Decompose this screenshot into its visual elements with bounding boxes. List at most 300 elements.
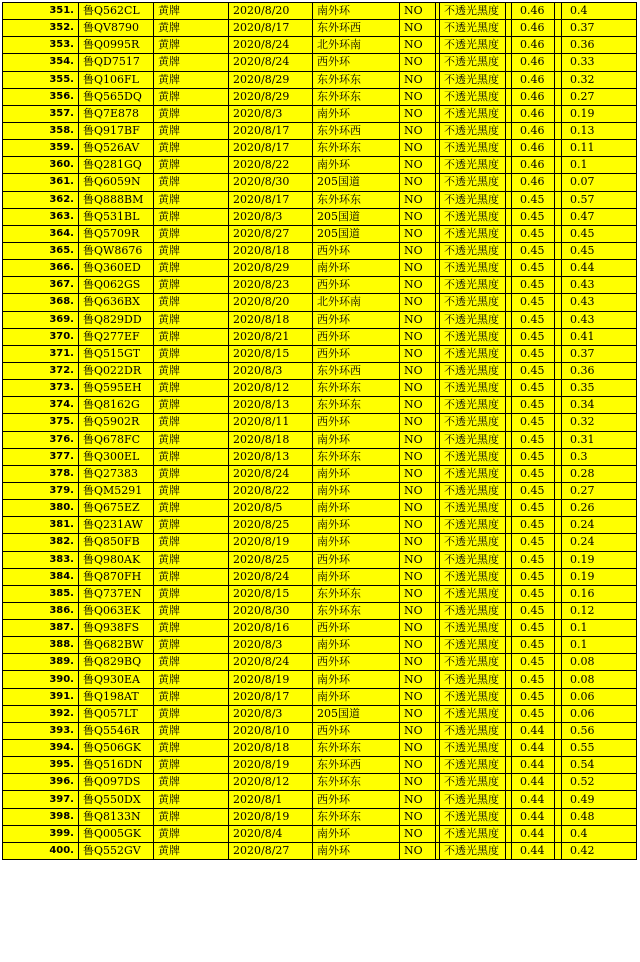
measured-value-cell: 0.55 (562, 740, 637, 757)
measured-value-cell: 0.54 (562, 757, 637, 774)
column-divider (555, 208, 562, 225)
plate-number-cell: 鲁Q097DS (79, 774, 154, 791)
limit-value-cell: 0.45 (512, 637, 555, 654)
pass-status-cell: NO (400, 414, 436, 431)
row-index-cell: 355. (3, 71, 79, 88)
test-method-cell: 不透光黑度 (440, 568, 506, 585)
plate-number-cell: 鲁Q063EK (79, 602, 154, 619)
plate-number-cell: 鲁Q850FB (79, 534, 154, 551)
table-row (3, 260, 637, 277)
pass-status-cell: NO (400, 825, 436, 842)
check-date-cell: 2020/8/4 (229, 825, 313, 842)
measured-value-cell: 0.37 (562, 20, 637, 37)
plate-color-cell: 黄牌 (154, 757, 229, 774)
row-index-cell: 381. (3, 517, 79, 534)
table-row (3, 585, 637, 602)
test-method-cell: 不透光黑度 (440, 757, 506, 774)
checkpoint-location-cell: 东外环东 (313, 71, 400, 88)
row-index-cell: 377. (3, 448, 79, 465)
test-method-cell: 不透光黑度 (440, 671, 506, 688)
limit-value-cell: 0.46 (512, 88, 555, 105)
plate-color-cell: 黄牌 (154, 808, 229, 825)
measured-value-cell: 0.1 (562, 620, 637, 637)
table-row (3, 37, 637, 54)
check-date-cell: 2020/8/19 (229, 757, 313, 774)
checkpoint-location-cell: 205国道 (313, 705, 400, 722)
pass-status-cell: NO (400, 225, 436, 242)
checkpoint-location-cell: 西外环 (313, 620, 400, 637)
plate-color-cell: 黄牌 (154, 105, 229, 122)
plate-color-cell: 黄牌 (154, 568, 229, 585)
plate-color-cell: 黄牌 (154, 345, 229, 362)
row-index-cell: 379. (3, 482, 79, 499)
plate-number-cell: 鲁Q506GK (79, 740, 154, 757)
test-method-cell: 不透光黑度 (440, 534, 506, 551)
checkpoint-location-cell: 东外环东 (313, 88, 400, 105)
measured-value-cell: 0.24 (562, 517, 637, 534)
row-index-cell: 367. (3, 277, 79, 294)
plate-number-cell: 鲁QM5291 (79, 482, 154, 499)
plate-color-cell: 黄牌 (154, 88, 229, 105)
check-date-cell: 2020/8/18 (229, 311, 313, 328)
checkpoint-location-cell: 东外环东 (313, 191, 400, 208)
check-date-cell: 2020/8/18 (229, 431, 313, 448)
test-method-cell: 不透光黑度 (440, 328, 506, 345)
test-method-cell: 不透光黑度 (440, 362, 506, 379)
plate-number-cell: 鲁Q595EH (79, 380, 154, 397)
row-index-cell: 354. (3, 54, 79, 71)
checkpoint-location-cell: 南外环 (313, 517, 400, 534)
column-divider (555, 345, 562, 362)
checkpoint-location-cell: 东外环西 (313, 20, 400, 37)
plate-number-cell: 鲁Q737EN (79, 585, 154, 602)
row-index-cell: 369. (3, 311, 79, 328)
plate-number-cell: 鲁Q675EZ (79, 500, 154, 517)
test-method-cell: 不透光黑度 (440, 225, 506, 242)
plate-color-cell: 黄牌 (154, 380, 229, 397)
column-divider (555, 842, 562, 859)
test-method-cell: 不透光黑度 (440, 37, 506, 54)
test-method-cell: 不透光黑度 (440, 465, 506, 482)
measured-value-cell: 0.37 (562, 345, 637, 362)
row-index-cell: 383. (3, 551, 79, 568)
limit-value-cell: 0.44 (512, 774, 555, 791)
plate-number-cell: 鲁Q281GQ (79, 157, 154, 174)
pass-status-cell: NO (400, 140, 436, 157)
checkpoint-location-cell: 南外环 (313, 260, 400, 277)
checkpoint-location-cell: 205国道 (313, 174, 400, 191)
pass-status-cell: NO (400, 294, 436, 311)
test-method-cell: 不透光黑度 (440, 654, 506, 671)
measured-value-cell: 0.33 (562, 54, 637, 71)
test-method-cell: 不透光黑度 (440, 277, 506, 294)
column-divider (555, 517, 562, 534)
pass-status-cell: NO (400, 500, 436, 517)
plate-color-cell: 黄牌 (154, 208, 229, 225)
plate-number-cell: 鲁QV8790 (79, 20, 154, 37)
row-index-cell: 371. (3, 345, 79, 362)
limit-value-cell: 0.45 (512, 225, 555, 242)
check-date-cell: 2020/8/24 (229, 37, 313, 54)
column-divider (555, 585, 562, 602)
table-row (3, 705, 637, 722)
plate-number-cell: 鲁Q678FC (79, 431, 154, 448)
pass-status-cell: NO (400, 260, 436, 277)
table-row (3, 757, 637, 774)
limit-value-cell: 0.46 (512, 105, 555, 122)
limit-value-cell: 0.45 (512, 585, 555, 602)
plate-number-cell: 鲁Q870FH (79, 568, 154, 585)
column-divider (555, 568, 562, 585)
plate-color-cell: 黄牌 (154, 3, 229, 20)
test-method-cell: 不透光黑度 (440, 397, 506, 414)
pass-status-cell: NO (400, 757, 436, 774)
check-date-cell: 2020/8/15 (229, 345, 313, 362)
table-row (3, 397, 637, 414)
pass-status-cell: NO (400, 362, 436, 379)
plate-color-cell: 黄牌 (154, 140, 229, 157)
limit-value-cell: 0.44 (512, 842, 555, 859)
table-row (3, 294, 637, 311)
column-divider (555, 157, 562, 174)
test-method-cell: 不透光黑度 (440, 88, 506, 105)
row-index-cell: 351. (3, 3, 79, 20)
plate-color-cell: 黄牌 (154, 191, 229, 208)
pass-status-cell: NO (400, 620, 436, 637)
limit-value-cell: 0.44 (512, 791, 555, 808)
table-row (3, 671, 637, 688)
check-date-cell: 2020/8/13 (229, 448, 313, 465)
limit-value-cell: 0.45 (512, 397, 555, 414)
checkpoint-location-cell: 南外环 (313, 568, 400, 585)
plate-number-cell: 鲁Q531BL (79, 208, 154, 225)
limit-value-cell: 0.45 (512, 620, 555, 637)
plate-number-cell: 鲁Q562CL (79, 3, 154, 20)
table-row (3, 500, 637, 517)
measured-value-cell: 0.36 (562, 37, 637, 54)
row-index-cell: 363. (3, 208, 79, 225)
plate-number-cell: 鲁Q565DQ (79, 88, 154, 105)
pass-status-cell: NO (400, 688, 436, 705)
column-divider (555, 448, 562, 465)
row-index-cell: 365. (3, 242, 79, 259)
row-index-cell: 358. (3, 122, 79, 139)
checkpoint-location-cell: 东外环东 (313, 448, 400, 465)
test-method-cell: 不透光黑度 (440, 71, 506, 88)
table-row (3, 174, 637, 191)
pass-status-cell: NO (400, 517, 436, 534)
pass-status-cell: NO (400, 654, 436, 671)
test-method-cell: 不透光黑度 (440, 54, 506, 71)
test-method-cell: 不透光黑度 (440, 311, 506, 328)
measured-value-cell: 0.43 (562, 311, 637, 328)
plate-number-cell: 鲁Q8162G (79, 397, 154, 414)
limit-value-cell: 0.44 (512, 722, 555, 739)
row-index-cell: 385. (3, 585, 79, 602)
table-row (3, 774, 637, 791)
column-divider (555, 808, 562, 825)
plate-color-cell: 黄牌 (154, 740, 229, 757)
checkpoint-location-cell: 北外环南 (313, 294, 400, 311)
test-method-cell: 不透光黑度 (440, 260, 506, 277)
plate-number-cell: 鲁Q552GV (79, 842, 154, 859)
column-divider (555, 37, 562, 54)
checkpoint-location-cell: 205国道 (313, 225, 400, 242)
plate-color-cell: 黄牌 (154, 122, 229, 139)
checkpoint-location-cell: 西外环 (313, 791, 400, 808)
table-row (3, 534, 637, 551)
pass-status-cell: NO (400, 37, 436, 54)
pass-status-cell: NO (400, 3, 436, 20)
checkpoint-location-cell: 东外环东 (313, 808, 400, 825)
emission-records-table (2, 2, 637, 860)
checkpoint-location-cell: 东外环东 (313, 397, 400, 414)
test-method-cell: 不透光黑度 (440, 157, 506, 174)
check-date-cell: 2020/8/24 (229, 654, 313, 671)
row-index-cell: 361. (3, 174, 79, 191)
checkpoint-location-cell: 东外环东 (313, 602, 400, 619)
checkpoint-location-cell: 南外环 (313, 3, 400, 20)
pass-status-cell: NO (400, 448, 436, 465)
column-divider (555, 431, 562, 448)
measured-value-cell: 0.27 (562, 482, 637, 499)
column-divider (555, 380, 562, 397)
table-row (3, 482, 637, 499)
plate-color-cell: 黄牌 (154, 637, 229, 654)
check-date-cell: 2020/8/18 (229, 242, 313, 259)
measured-value-cell: 0.16 (562, 585, 637, 602)
plate-number-cell: 鲁Q022DR (79, 362, 154, 379)
checkpoint-location-cell: 南外环 (313, 534, 400, 551)
row-index-cell: 392. (3, 705, 79, 722)
plate-color-cell: 黄牌 (154, 482, 229, 499)
check-date-cell: 2020/8/17 (229, 122, 313, 139)
table-row (3, 448, 637, 465)
measured-value-cell: 0.4 (562, 825, 637, 842)
column-divider (555, 757, 562, 774)
row-index-cell: 397. (3, 791, 79, 808)
check-date-cell: 2020/8/25 (229, 517, 313, 534)
test-method-cell: 不透光黑度 (440, 585, 506, 602)
plate-color-cell: 黄牌 (154, 294, 229, 311)
table-row (3, 842, 637, 859)
table-row (3, 311, 637, 328)
row-index-cell: 394. (3, 740, 79, 757)
plate-number-cell: 鲁Q360ED (79, 260, 154, 277)
row-index-cell: 375. (3, 414, 79, 431)
check-date-cell: 2020/8/19 (229, 671, 313, 688)
measured-value-cell: 0.45 (562, 225, 637, 242)
checkpoint-location-cell: 南外环 (313, 431, 400, 448)
plate-color-cell: 黄牌 (154, 585, 229, 602)
limit-value-cell: 0.46 (512, 3, 555, 20)
check-date-cell: 2020/8/3 (229, 362, 313, 379)
pass-status-cell: NO (400, 722, 436, 739)
row-index-cell: 386. (3, 602, 79, 619)
limit-value-cell: 0.45 (512, 465, 555, 482)
checkpoint-location-cell: 西外环 (313, 414, 400, 431)
row-index-cell: 400. (3, 842, 79, 859)
column-divider (555, 122, 562, 139)
table-row (3, 345, 637, 362)
limit-value-cell: 0.45 (512, 500, 555, 517)
row-index-cell: 370. (3, 328, 79, 345)
measured-value-cell: 0.45 (562, 242, 637, 259)
plate-color-cell: 黄牌 (154, 328, 229, 345)
column-divider (555, 311, 562, 328)
limit-value-cell: 0.46 (512, 174, 555, 191)
row-index-cell: 352. (3, 20, 79, 37)
check-date-cell: 2020/8/30 (229, 602, 313, 619)
check-date-cell: 2020/8/22 (229, 482, 313, 499)
limit-value-cell: 0.45 (512, 534, 555, 551)
column-divider (555, 328, 562, 345)
measured-value-cell: 0.19 (562, 105, 637, 122)
plate-number-cell: 鲁Q980AK (79, 551, 154, 568)
plate-color-cell: 黄牌 (154, 688, 229, 705)
pass-status-cell: NO (400, 105, 436, 122)
measured-value-cell: 0.3 (562, 448, 637, 465)
checkpoint-location-cell: 西外环 (313, 722, 400, 739)
measured-value-cell: 0.41 (562, 328, 637, 345)
pass-status-cell: NO (400, 277, 436, 294)
table-row (3, 602, 637, 619)
measured-value-cell: 0.42 (562, 842, 637, 859)
check-date-cell: 2020/8/29 (229, 71, 313, 88)
table-row (3, 722, 637, 739)
table-row (3, 157, 637, 174)
check-date-cell: 2020/8/17 (229, 20, 313, 37)
limit-value-cell: 0.45 (512, 260, 555, 277)
plate-color-cell: 黄牌 (154, 20, 229, 37)
test-method-cell: 不透光黑度 (440, 482, 506, 499)
limit-value-cell: 0.45 (512, 482, 555, 499)
plate-number-cell: 鲁Q5902R (79, 414, 154, 431)
plate-color-cell: 黄牌 (154, 174, 229, 191)
plate-number-cell: 鲁Q636BX (79, 294, 154, 311)
test-method-cell: 不透光黑度 (440, 345, 506, 362)
test-method-cell: 不透光黑度 (440, 808, 506, 825)
measured-value-cell: 0.31 (562, 431, 637, 448)
check-date-cell: 2020/8/22 (229, 157, 313, 174)
plate-color-cell: 黄牌 (154, 517, 229, 534)
plate-number-cell: 鲁Q515GT (79, 345, 154, 362)
plate-color-cell: 黄牌 (154, 620, 229, 637)
checkpoint-location-cell: 东外环东 (313, 140, 400, 157)
measured-value-cell: 0.47 (562, 208, 637, 225)
column-divider (555, 105, 562, 122)
plate-number-cell: 鲁Q6059N (79, 174, 154, 191)
plate-number-cell: 鲁Q7E878 (79, 105, 154, 122)
checkpoint-location-cell: 西外环 (313, 311, 400, 328)
column-divider (555, 534, 562, 551)
measured-value-cell: 0.13 (562, 122, 637, 139)
pass-status-cell: NO (400, 740, 436, 757)
plate-color-cell: 黄牌 (154, 448, 229, 465)
checkpoint-location-cell: 东外环东 (313, 380, 400, 397)
table-row (3, 242, 637, 259)
column-divider (555, 602, 562, 619)
check-date-cell: 2020/8/11 (229, 414, 313, 431)
plate-color-cell: 黄牌 (154, 465, 229, 482)
row-index-cell: 391. (3, 688, 79, 705)
limit-value-cell: 0.45 (512, 362, 555, 379)
pass-status-cell: NO (400, 808, 436, 825)
test-method-cell: 不透光黑度 (440, 688, 506, 705)
column-divider (555, 71, 562, 88)
table-row (3, 568, 637, 585)
measured-value-cell: 0.32 (562, 414, 637, 431)
plate-color-cell: 黄牌 (154, 37, 229, 54)
test-method-cell: 不透光黑度 (440, 551, 506, 568)
row-index-cell: 395. (3, 757, 79, 774)
check-date-cell: 2020/8/3 (229, 208, 313, 225)
pass-status-cell: NO (400, 842, 436, 859)
plate-color-cell: 黄牌 (154, 705, 229, 722)
limit-value-cell: 0.44 (512, 740, 555, 757)
pass-status-cell: NO (400, 568, 436, 585)
limit-value-cell: 0.45 (512, 380, 555, 397)
pass-status-cell: NO (400, 345, 436, 362)
row-index-cell: 364. (3, 225, 79, 242)
column-divider (555, 671, 562, 688)
pass-status-cell: NO (400, 637, 436, 654)
row-index-cell: 357. (3, 105, 79, 122)
column-divider (555, 54, 562, 71)
plate-number-cell: 鲁QW8676 (79, 242, 154, 259)
test-method-cell: 不透光黑度 (440, 637, 506, 654)
row-index-cell: 388. (3, 637, 79, 654)
column-divider (555, 191, 562, 208)
measured-value-cell: 0.44 (562, 260, 637, 277)
plate-number-cell: 鲁Q829BQ (79, 654, 154, 671)
test-method-cell: 不透光黑度 (440, 242, 506, 259)
pass-status-cell: NO (400, 174, 436, 191)
table-row (3, 54, 637, 71)
pass-status-cell: NO (400, 157, 436, 174)
row-index-cell: 387. (3, 620, 79, 637)
plate-number-cell: 鲁Q917BF (79, 122, 154, 139)
limit-value-cell: 0.45 (512, 517, 555, 534)
plate-color-cell: 黄牌 (154, 414, 229, 431)
limit-value-cell: 0.45 (512, 551, 555, 568)
pass-status-cell: NO (400, 551, 436, 568)
limit-value-cell: 0.46 (512, 122, 555, 139)
checkpoint-location-cell: 西外环 (313, 345, 400, 362)
plate-number-cell: 鲁Q057LT (79, 705, 154, 722)
plate-number-cell: 鲁Q198AT (79, 688, 154, 705)
test-method-cell: 不透光黑度 (440, 191, 506, 208)
check-date-cell: 2020/8/12 (229, 774, 313, 791)
table-row (3, 654, 637, 671)
table-body (3, 3, 637, 860)
plate-number-cell: 鲁Q27383 (79, 465, 154, 482)
test-method-cell: 不透光黑度 (440, 140, 506, 157)
test-method-cell: 不透光黑度 (440, 791, 506, 808)
table-row (3, 431, 637, 448)
plate-color-cell: 黄牌 (154, 722, 229, 739)
plate-number-cell: 鲁Q300EL (79, 448, 154, 465)
limit-value-cell: 0.45 (512, 705, 555, 722)
measured-value-cell: 0.36 (562, 362, 637, 379)
limit-value-cell: 0.45 (512, 671, 555, 688)
plate-color-cell: 黄牌 (154, 791, 229, 808)
measured-value-cell: 0.35 (562, 380, 637, 397)
row-index-cell: 366. (3, 260, 79, 277)
test-method-cell: 不透光黑度 (440, 208, 506, 225)
pass-status-cell: NO (400, 585, 436, 602)
check-date-cell: 2020/8/29 (229, 260, 313, 277)
